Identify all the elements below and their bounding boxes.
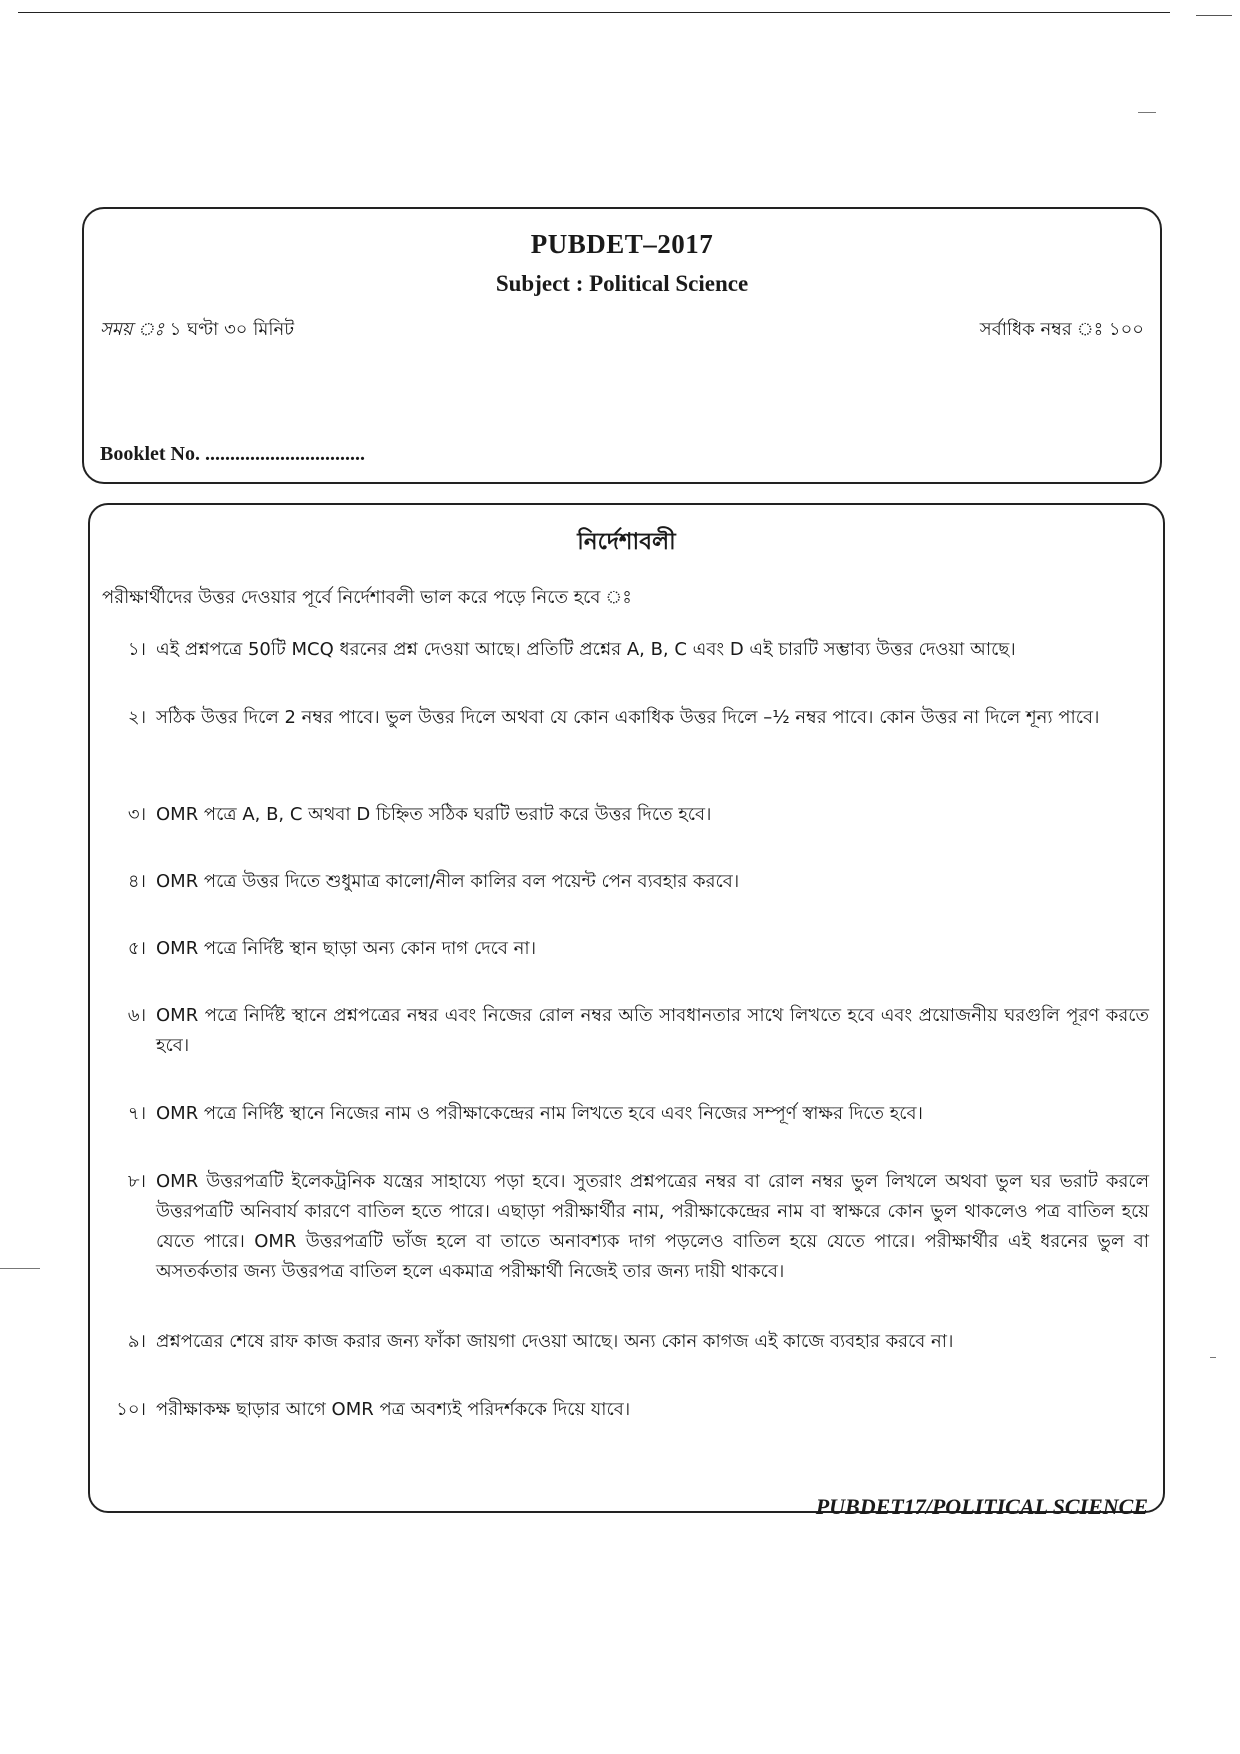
instruction-text: OMR পত্রে উত্তর দিতে শুধুমাত্র কালো/নীল কালির বল পয়েন্ট পেন ব্যবহার করবে। — [156, 871, 740, 892]
instruction-item — [114, 934, 1149, 964]
header-box — [82, 207, 1162, 484]
instruction-item — [114, 1327, 1149, 1357]
instruction-number: ৩। — [127, 804, 146, 825]
marks-label: সর্বাধিক নম্বর ঃ — [979, 319, 1104, 340]
instruction-text: OMR পত্রে নির্দিষ্ট স্থান ছাড়া অন্য কোন দাগ দেবে না। — [156, 938, 537, 959]
instruction-number: ১। — [127, 639, 146, 660]
instruction-text: পরীক্ষাকক্ষ ছাড়ার আগে OMR পত্র অবশ্যই পরিদর্শককে দিয়ে যাবে। — [156, 1399, 631, 1420]
booklet-number — [100, 443, 365, 466]
instruction-number: ২। — [127, 707, 146, 728]
instruction-number: ৬। — [127, 1005, 146, 1026]
scan-mark — [0, 1268, 40, 1269]
time-value: ১ ঘণ্টা ৩০ মিনিট — [169, 319, 295, 340]
top-scan-rule-fragment — [1196, 15, 1232, 16]
footer-code: PUBDET17/POLITICAL SCIENCE — [815, 1494, 1148, 1519]
instructions-box — [88, 503, 1165, 1513]
instruction-number: ৭। — [127, 1103, 146, 1124]
marks-value: ১০০ — [1108, 319, 1144, 340]
instruction-text: OMR পত্রে নির্দিষ্ট স্থানে নিজের নাম ও পরীক্ষাকেন্দ্রের নাম লিখতে হবে এবং নিজের সম্পূর্ণ স্বাক্ষর দিতে হবে। — [156, 1103, 923, 1124]
instruction-text: এই প্রশ্নপত্রে 50টি MCQ ধরনের প্রশ্ন দেওয়া আছে। প্রতিটি প্রশ্নের A, B, C এবং D এই চারটি সম্ভাব্য উত্তর দেওয়া আছে। — [156, 639, 1016, 660]
instruction-item — [114, 800, 1149, 830]
instruction-number: ৫। — [127, 938, 146, 959]
instruction-item — [114, 1099, 1149, 1129]
scan-mark — [1210, 1357, 1216, 1358]
scan-mark — [1138, 112, 1156, 113]
instructions-intro: পরীক্ষার্থীদের উত্তর দেওয়ার পূর্বে নির্দেশাবলী ভাল করে পড়ে নিতে হবে ঃ — [102, 587, 632, 608]
instruction-text: প্রশ্নপত্রের শেষে রাফ কাজ করার জন্য ফাঁকা জায়গা দেওয়া আছে। অন্য কোন কাগজ এই কাজে ব্যবহার করবে না। — [156, 1331, 954, 1352]
instruction-item — [114, 1167, 1149, 1287]
instruction-text: সঠিক উত্তর দিলে 2 নম্বর পাবে। ভুল উত্তর দিলে অথবা যে কোন একাধিক উত্তর দিলে –½ নম্বর পাবে। কোন উত্তর না দিলে শূন্য পাবে। — [156, 707, 1100, 728]
instruction-item — [114, 867, 1149, 897]
instruction-item — [114, 703, 1149, 733]
instruction-item — [114, 1395, 1149, 1425]
instruction-number: ৪। — [127, 871, 146, 892]
time-label: সময় ঃ — [100, 319, 164, 340]
exam-title: PUBDET–2017 — [530, 229, 714, 259]
instructions-title: নির্দেশাবলী — [577, 529, 676, 555]
top-scan-rule — [18, 12, 1170, 13]
instruction-text: OMR উত্তরপত্রটি ইলেকট্রনিক যন্ত্রের সাহায্যে পড়া হবে। সুতরাং প্রশ্নপত্রের নম্বর বা রোল নম্বর ভুল লিখলে অথবা ভুল ঘর ভরাট করলে উত্তরপত্রটি অনিবার্য কারণে বাতিল হতে পারে। এছাড়া পরীক্ষার্থীর নাম, পরীক্ষাকেন্দ্রের নাম বা স্বাক্ষরে কোন ভুল থাকলেও পত্র বাতিল হয়ে যেতে পারে। OMR উত্তরপত্রটি ভাঁজ হলে বা তাতে অনাবশ্যক দাগ পড়লেও বাতিল হয়ে যেতে পারে। পরীক্ষার্থীর এই ধরনের ভুল বা অসতর্কতার জন্য উত্তরপত্র বাতিল হলে একমাত্র পরীক্ষার্থী নিজেই তার জন্য দায়ী থাকবে। — [156, 1171, 1149, 1282]
time-allowed — [100, 315, 294, 346]
full-marks — [980, 315, 1144, 346]
instruction-item — [114, 1001, 1149, 1061]
instruction-text: OMR পত্রে A, B, C অথবা D চিহ্নিত সঠিক ঘরটি ভরাট করে উত্তর দিতে হবে। — [156, 804, 712, 825]
booklet-value: ................................ — [205, 443, 365, 465]
instruction-number: ১০। — [116, 1399, 146, 1420]
instruction-item — [114, 635, 1149, 665]
instruction-number: ৯। — [127, 1331, 146, 1352]
subject-line: Subject : Political Science — [495, 271, 749, 296]
booklet-label: Booklet No. — [100, 443, 200, 465]
instruction-text: OMR পত্রে নির্দিষ্ট স্থানে প্রশ্নপত্রের নম্বর এবং নিজের রোল নম্বর অতি সাবধানতার সাথে লিখতে হবে এবং প্রয়োজনীয় ঘরগুলি পূরণ করতে হবে। — [156, 1005, 1149, 1056]
instruction-number: ৮। — [127, 1171, 146, 1192]
